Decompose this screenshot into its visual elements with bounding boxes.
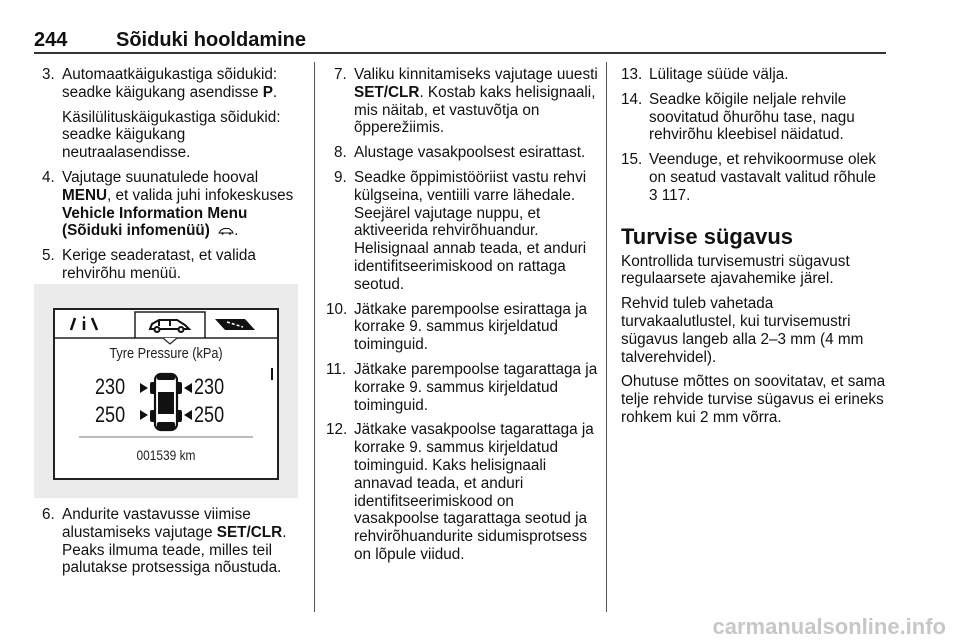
step-3 <box>34 66 308 162</box>
arrow-front-right <box>184 383 192 393</box>
step-9 <box>326 169 598 294</box>
step-number: 9. <box>334 168 347 186</box>
punctuation: . <box>234 222 239 240</box>
warning-info-icon <box>71 316 97 330</box>
step-3-manual: Käsilülituskäigukastiga sõidukid: seadke käigukang neutraalasendisse. <box>62 108 281 162</box>
watermark: carmanualsonline.info <box>712 614 946 639</box>
step-text: . Peaks ilmuma teade, milles teil palutakse protsessiga nõustuda. <box>62 523 287 577</box>
tyre-pressure-title: Tyre Pressure (kPa) <box>109 345 223 362</box>
step-text: Seadke õppimistööriist vastu rehvi külgseina, ventiili varre lähedale. Seejärel vajutage nuppu, et aktiveerida rehvirõhuandur. Helisignaal annab teada, et anduri identifitseerimiskood on rattaga seotud. <box>354 168 587 293</box>
step-8 <box>326 144 598 162</box>
page-title: Sõiduki hooldamine <box>116 29 307 51</box>
paragraph: Ohutuse mõttes on soovitatav, et sama telje rehvide turvise sügavus ei erineks rohkem kui 2 mm võrra. <box>621 373 886 426</box>
step-text: Lülitage süüde välja. <box>649 66 789 83</box>
step-text: Kerige seaderatast, et valida rehvirõhu menüü. <box>62 247 256 282</box>
step-11 <box>326 361 598 414</box>
set-clr-label: SET/CLR <box>354 83 420 101</box>
section-title: Turvise sügavus <box>621 223 793 249</box>
step-number: 4. <box>42 168 55 186</box>
arrow-front-left <box>140 383 148 393</box>
step-6 <box>34 506 308 577</box>
header-rule <box>34 52 886 54</box>
scroll-indicator <box>271 368 273 380</box>
road-icon <box>215 319 255 330</box>
step-text: Vajutage suunatulede hooval <box>62 168 259 186</box>
step-text: Jätkake vasakpoolse tagarattaga ja korrake 9. sammus kirjeldatud toiminguid. Kaks helisignaali annavad teada, et anduri identifitseerimiskood on vasakpoolse tagarattaga seotud ja rehvirõhuandurite sidumisprotsess on lõpule viidud. <box>354 421 594 563</box>
step-number: 11. <box>326 360 347 378</box>
step-15 <box>621 151 887 204</box>
step-number: 12. <box>326 421 348 439</box>
arrow-rear-right <box>184 410 192 420</box>
step-14 <box>621 91 887 144</box>
step-text: Jätkake parempoolse esirattaga ja korrake 9. sammus kirjeldatud toiminguid. <box>354 300 587 354</box>
step-text: Veenduge, et rehvikoormuse olek on seatud vastavalt valitud rõhule <box>649 151 877 186</box>
step-number: 3. <box>42 66 55 83</box>
car-topview-icon <box>150 374 182 430</box>
car-icon <box>218 227 234 235</box>
rear-left-pressure: 250 <box>95 402 126 427</box>
step-5 <box>34 247 308 283</box>
step-number: 5. <box>42 247 55 265</box>
step-number: 10. <box>326 300 348 318</box>
step-4 <box>34 169 308 240</box>
step-number: 14. <box>621 90 643 108</box>
step-number: 6. <box>42 506 55 523</box>
vehicle-info-menu-label: Vehicle Information Menu (Sõiduki infomenüü) <box>62 204 248 240</box>
odometer-reading: 001539 km <box>136 447 196 463</box>
step-7 <box>326 66 598 137</box>
page-reference-link[interactable]: 3 117. <box>649 186 691 204</box>
step-number: 15. <box>621 151 643 169</box>
step-text: Automaatkäigukastiga sõidukid: seadke käigukang asendisse <box>62 66 278 101</box>
column-3 <box>621 66 887 434</box>
step-10 <box>326 301 598 354</box>
step-text: Andurite vastavusse viimise alustamiseks vajutage <box>62 506 251 541</box>
step-text: . Kostab kaks helisignaali, mis näitab, et vastuvõtja on õpperežiimis. <box>354 83 596 137</box>
step-number: 7. <box>334 66 347 83</box>
step-number: 13. <box>621 66 643 83</box>
step-text: Alustage vasakpoolsest esirattast. <box>354 144 586 162</box>
column-divider-1 <box>314 62 315 612</box>
rear-right-pressure: 250 <box>194 402 225 427</box>
page-header <box>34 29 886 51</box>
gear-position-p: P <box>262 83 273 101</box>
menu-button-label: MENU <box>62 186 108 204</box>
page-number: 244 <box>34 29 68 51</box>
column-divider-2 <box>606 62 607 612</box>
step-text: Jätkake parempoolse tagarattaga ja korrake 9. sammus kirjeldatud toiminguid. <box>354 360 598 414</box>
column-1-bottom <box>34 506 308 584</box>
step-13 <box>621 66 887 84</box>
punctuation: . <box>272 83 278 101</box>
step-text: Seadke kõigile neljale rehvile soovitatud õhurõhu tase, nagu rehvirõhu kleebisel näidatud. <box>649 90 855 144</box>
column-1 <box>34 66 308 290</box>
paragraph: Kontrollida turvisemustri sügavust regulaarsete ajavahemike järel. <box>621 252 850 288</box>
step-text: Valiku kinnitamiseks vajutage uuesti <box>354 66 598 83</box>
instrument-display <box>53 308 279 480</box>
tyre-pressure-figure <box>34 284 298 498</box>
step-text: , et valida juhi infokeskuses <box>107 186 294 204</box>
front-right-pressure: 230 <box>194 374 225 399</box>
step-number: 8. <box>334 144 347 162</box>
paragraph: Rehvid tuleb vahetada turvakaalutlustel, kui turvisemustri sügavus langeb alla 2–3 mm (4 mm talverehvidel). <box>621 295 864 366</box>
step-12 <box>326 421 598 563</box>
arrow-rear-left <box>140 410 148 420</box>
front-left-pressure: 230 <box>95 374 126 399</box>
column-2 <box>326 66 598 571</box>
set-clr-label: SET/CLR <box>216 523 283 541</box>
